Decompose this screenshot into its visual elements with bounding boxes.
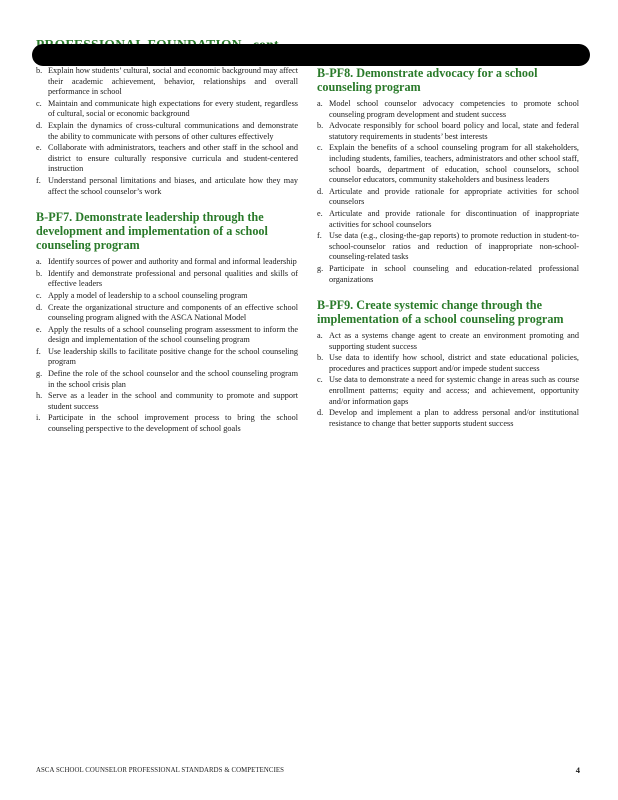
list-item-text: Define the role of the school counselor and the school counseling program in the school crisis plan <box>48 369 298 389</box>
list-item-text: Identify sources of power and authority and formal and informal leadership <box>48 257 297 267</box>
list-item-text: Model school counselor advocacy competencies to promote school counseling program development and student success <box>329 99 579 119</box>
list-item-text: Apply a model of leadership to a school counseling program <box>48 290 248 300</box>
list-item-text: Articulate and provide rationale for discontinuation of inappropriate activities for school counselors <box>329 208 579 229</box>
list-item <box>36 325 298 346</box>
list-item-text: Use data to identify how school, district and state educational policies, procedures and practices support and/or impede student success <box>329 353 579 373</box>
list-item <box>36 99 298 120</box>
pf8-list <box>317 99 579 285</box>
list-item-marker: c. <box>36 98 42 108</box>
header-bar <box>32 44 590 66</box>
list-item-text: Develop and implement a plan to address personal and/or institutional resistance to change that better supports student success <box>329 408 579 428</box>
list-item-marker: i. <box>36 413 41 423</box>
list-item <box>36 303 298 324</box>
list-item-marker: b. <box>36 66 43 75</box>
list-item-text: Identify and demonstrate professional and personal qualities and skills of effective leaders <box>48 268 298 289</box>
list-item-marker: c. <box>317 375 323 385</box>
list-item-marker: a. <box>36 257 42 267</box>
list-item-marker: d. <box>317 186 324 196</box>
continued-list <box>36 66 298 197</box>
list-item-text: Explain the dynamics of cross-cultural communications and demonstrate the ability to communicate with persons of other cultures effectively <box>48 120 298 141</box>
list-item <box>317 121 579 142</box>
list-item <box>36 176 298 197</box>
page-number: 4 <box>575 765 580 775</box>
list-item <box>317 331 579 352</box>
left-column <box>36 66 298 436</box>
list-item <box>36 143 298 175</box>
section-title-pf7: B-PF7. Demonstrate leadership through the development and implementation of a school counseling program <box>36 210 268 253</box>
list-item-marker: b. <box>317 353 324 363</box>
list-item <box>36 391 298 412</box>
list-item-text: Explain the benefits of a school counseling program for all stakeholders, including students, families, teachers, administrators and other school staff, school boards, department of education, school counselors, school counselor educators, community stakeholders and business leaders <box>329 143 579 185</box>
footer-title: ASCA SCHOOL COUNSELOR PROFESSIONAL STANDARDS & COMPETENCIES <box>36 767 285 774</box>
list-item-text: Explain how students’ cultural, social and economic background may affect their academic achievement, behavior, relationships and overall performance in school <box>48 66 298 97</box>
list-item-text: Use data (e.g., closing-the-gap reports) to promote reduction in student-to-school-counselor ratios and reduction of inappropriate non-school-counseling-related tasks <box>329 231 579 262</box>
list-item-text: Participate in the school improvement process to bring the school counseling perspective to the development of school goals <box>48 413 298 434</box>
list-item <box>317 209 579 230</box>
list-item <box>317 264 579 285</box>
list-item-text: Apply the results of a school counseling program assessment to inform the design and implementation of the school counseling program <box>48 324 298 345</box>
list-item <box>36 257 298 268</box>
list-item <box>317 231 579 263</box>
list-item-text: Advocate responsibly for school board policy and local, state and federal statutory requirements in students’ best interests <box>329 121 579 141</box>
list-item <box>317 99 579 120</box>
list-item <box>317 187 579 208</box>
list-item-text: Collaborate with administrators, teachers and other staff in the school and district to ensure culturally responsive curricula and student-centered instruction <box>48 143 298 174</box>
list-item <box>36 121 298 142</box>
list-item-text: Understand personal limitations and biases, and articulate how they may affect the school counselor’s work <box>48 175 298 196</box>
list-item <box>36 413 298 434</box>
list-item-marker: d. <box>36 120 43 130</box>
list-item <box>317 375 579 407</box>
list-item-text: Articulate and provide rationale for appropriate activities for school counselors <box>329 186 579 207</box>
list-item <box>317 143 579 185</box>
list-item-text: Participate in school counseling and education-related professional organizations <box>329 263 579 284</box>
list-item-marker: e. <box>36 324 42 334</box>
list-item <box>317 353 579 374</box>
list-item-marker: f. <box>36 346 41 356</box>
list-item-marker: f. <box>317 231 322 241</box>
pf7-list <box>36 257 298 435</box>
list-item-marker: g. <box>317 263 324 273</box>
list-item-marker: d. <box>317 408 324 418</box>
list-item <box>36 66 298 98</box>
list-item <box>36 347 298 368</box>
list-item-text: Use data to demonstrate a need for systemic change in areas such as course enrollment patterns; equity and access; and achievement, opportunity and/or information gaps <box>329 375 579 406</box>
list-item-marker: g. <box>36 369 43 379</box>
list-item-marker: f. <box>36 175 41 185</box>
list-item <box>36 269 298 290</box>
section-title-pf8: B-PF8. Demonstrate advocacy for a school counseling program <box>317 66 538 94</box>
list-item-marker: b. <box>36 268 43 278</box>
list-item-text: Act as a systems change agent to create an environment promoting and supporting student success <box>329 331 579 351</box>
list-item-marker: c. <box>317 143 323 153</box>
pf9-list <box>317 331 579 429</box>
list-item-marker: a. <box>317 99 323 108</box>
list-item-text: Use leadership skills to facilitate positive change for the school counseling program <box>48 346 298 367</box>
list-item-marker: d. <box>36 302 43 312</box>
list-item-marker: a. <box>317 331 323 341</box>
list-item-marker: b. <box>317 121 324 131</box>
list-item-marker: c. <box>36 290 42 300</box>
list-item <box>36 291 298 302</box>
list-item <box>317 408 579 429</box>
list-item-marker: e. <box>36 143 42 153</box>
list-item-marker: h. <box>36 391 43 401</box>
right-column <box>317 66 579 430</box>
list-item-marker: e. <box>317 208 323 218</box>
list-item-text: Serve as a leader in the school and community to promote and support student success <box>48 391 298 411</box>
list-item-text: Maintain and communicate high expectations for every student, regardless of cultural, social or economic background <box>48 98 298 119</box>
list-item <box>36 369 298 390</box>
section-title-pf9: B-PF9. Create systemic change through the implementation of a school counseling program <box>317 298 564 327</box>
list-item-text: Create the organizational structure and components of an effective school counseling program aligned with the ASCA National Model <box>48 302 298 323</box>
